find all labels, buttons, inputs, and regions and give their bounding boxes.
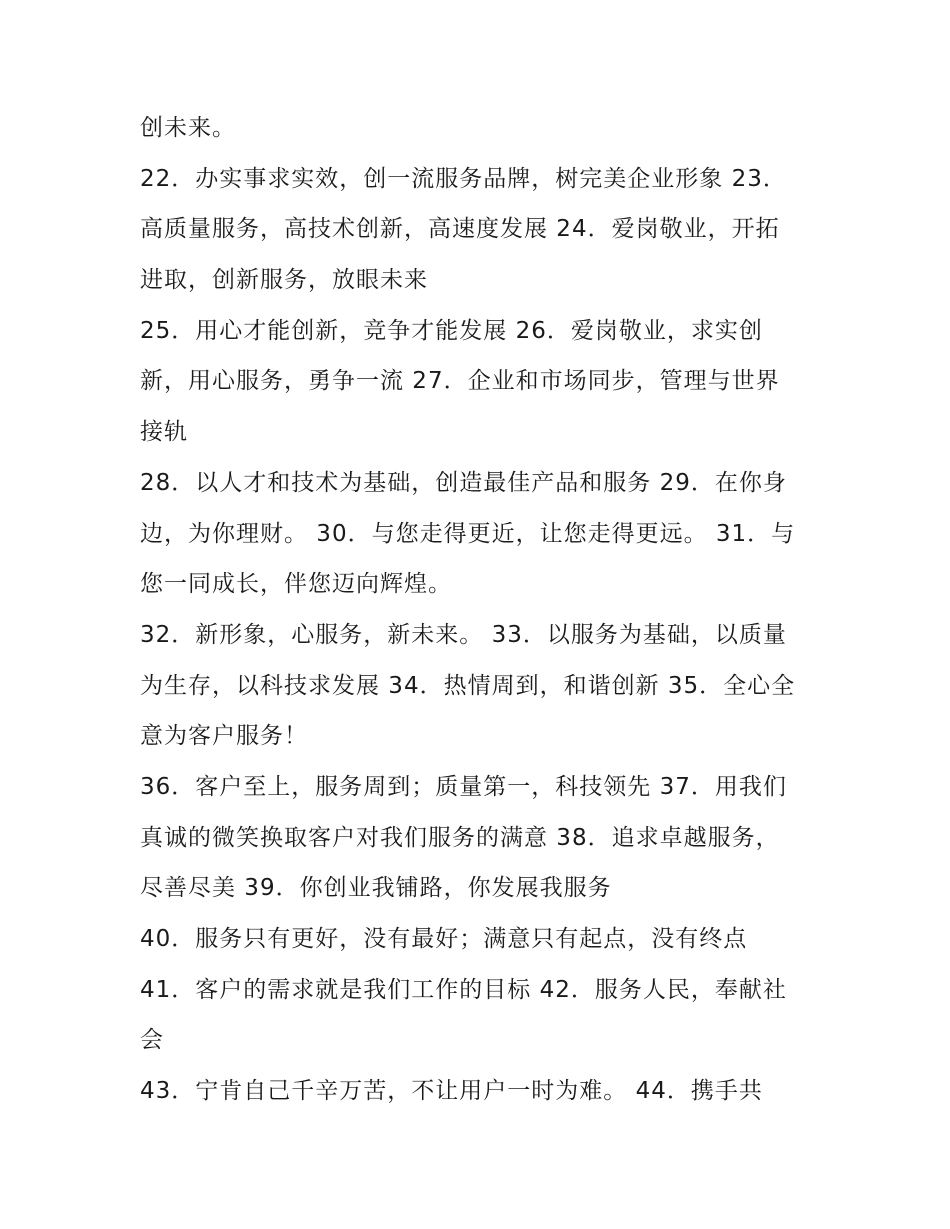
text-line: 会 [140, 1027, 164, 1054]
text-line: 32．新形象，心服务，新未来。 33．以服务为基础，以质量 [140, 621, 787, 648]
text-line: 41．客户的需求就是我们工作的目标 42．服务人民，奉献社 [140, 976, 787, 1003]
text-line: 22．办实事求实效，创一流服务品牌，树完美企业形象 23． [140, 165, 787, 192]
text-line: 40．服务只有更好，没有最好；满意只有起点，没有终点 [140, 926, 748, 952]
text-line: 25．用心才能创新，竞争才能发展 26．爱岗敬业，求实创 [140, 317, 763, 344]
document-body [140, 103, 820, 1117]
text-line: 43．宁肯自己千辛万苦，不让用户一时为难。 44．携手共 [140, 1078, 763, 1105]
text-line: 36．客户至上，服务周到；质量第一，科技领先 37．用我们 [140, 773, 787, 800]
text-line: 高质量服务，高技术创新，高速度发展 24．爱岗敬业，开拓 [140, 216, 780, 243]
text-line: 真诚的微笑换取客户对我们服务的满意 38．追求卓越服务， [140, 824, 780, 851]
text-line: 进取，创新服务，放眼未来 [140, 267, 428, 294]
text-line: 尽善尽美 39．你创业我铺路，你发展我服务 [140, 875, 612, 902]
text-line: 意为客户服务！ [140, 723, 308, 750]
text-line: 您一同成长，伴您迈向辉煌。 [140, 571, 452, 598]
text-line: 为生存，以科技求发展 34．热情周到，和谐创新 35．全心全 [140, 672, 796, 699]
text-line: 28．以人才和技术为基础，创造最佳产品和服务 29．在你身 [140, 469, 787, 496]
text-line: 边，为你理财。 30．与您走得更近，让您走得更远。 31．与 [140, 520, 796, 547]
text-line: 新，用心服务，勇争一流 27．企业和市场同步，管理与世界 [140, 368, 780, 395]
text-line: 接轨 [140, 419, 188, 446]
text-line: 创未来。 [140, 115, 236, 141]
